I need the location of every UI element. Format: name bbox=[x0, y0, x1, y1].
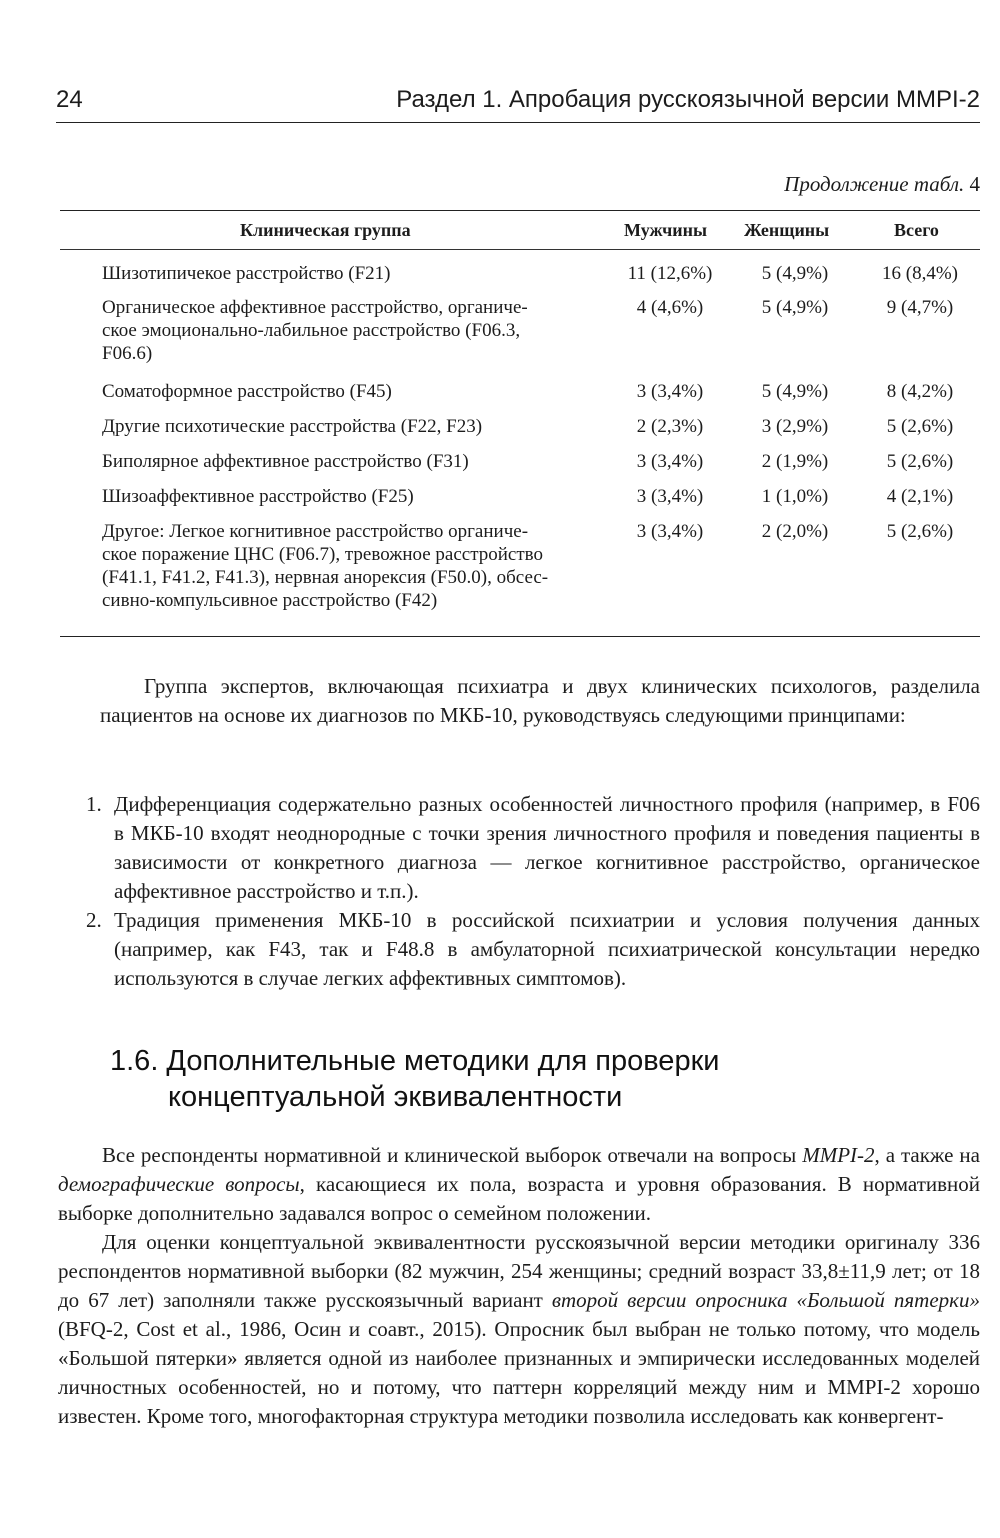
cell-women: 2 (2,0%) bbox=[761, 521, 829, 542]
cell-total: 8 (4,2%) bbox=[886, 381, 954, 402]
cell-women: 1 (1,0%) bbox=[761, 486, 829, 507]
text-run-italic: MMPI-2 bbox=[802, 1143, 875, 1167]
running-head bbox=[56, 82, 980, 123]
cell-women: 5 (4,9%) bbox=[761, 297, 829, 318]
table-row bbox=[60, 450, 980, 485]
table-caption-number: 4 bbox=[969, 172, 980, 196]
cell-text-line: Органическое аффективное расстройство, органиче- bbox=[102, 297, 528, 318]
table-body bbox=[60, 250, 980, 636]
table-header-row bbox=[60, 211, 980, 250]
text-run: , касающиеся их пола, возраста и уровня образования. В нормативной выборке дополнительно задавался вопрос о семейном положении. bbox=[58, 1172, 980, 1225]
text-run-italic: второй версии опросника «Большой пятерки» bbox=[551, 1288, 980, 1312]
cell-men: 3 (3,4%) bbox=[636, 381, 704, 402]
cell-men: 4 (4,6%) bbox=[636, 297, 704, 318]
table-caption-prefix: Продолжение табл. bbox=[784, 172, 965, 196]
table-row bbox=[60, 520, 980, 636]
cell-clinical-group bbox=[102, 485, 602, 508]
cell-clinical-group bbox=[102, 380, 602, 403]
header-women: Женщины bbox=[744, 220, 830, 240]
paragraph-equivalence bbox=[58, 1228, 980, 1431]
section-heading-line1: 1.6. Дополнительные методики для проверки bbox=[110, 1045, 720, 1077]
table-row bbox=[60, 485, 980, 520]
text-run: Для оценки концептуальной эквивалентности русскоязычной версии методики оригиналу 336 респондентов нормативной выборки (82 мужчин, 254 женщины; средний возраст 33,8±11,9 лет; от 18 до 67 лет) заполняли также русскоязычный вариант bbox=[58, 1230, 980, 1312]
list-item-text: Традиция применения МКБ-10 в российской психиатрии и условия получения данных (например, как F43, так и F48.8 в амбулаторной психиатрической консультации нередко используются в случае легких аффективных симптомов). bbox=[114, 908, 980, 990]
table-row bbox=[60, 415, 980, 450]
cell-women: 3 (2,9%) bbox=[761, 416, 829, 437]
cell-total: 5 (2,6%) bbox=[886, 451, 954, 472]
cell-total: 16 (8,4%) bbox=[882, 263, 958, 284]
intro-text: Группа экспертов, включающая психиатра и двух клинических психологов, разделила пациентов на основе их диагнозов по МКБ-10, руководствуясь следующими принципами: bbox=[100, 674, 980, 727]
cell-text-line: сивно-компульсивное расстройство (F42) bbox=[102, 590, 438, 611]
cell-text-line: ское поражение ЦНС (F06.7), тревожное расстройство bbox=[102, 544, 544, 565]
text-run: Все респонденты нормативной и клинической выборок отвечали на вопросы bbox=[102, 1143, 803, 1167]
cell-women: 5 (4,9%) bbox=[761, 381, 829, 402]
table-caption bbox=[784, 172, 980, 197]
cell-text-line: ское эмоционально-лабильное расстройство (F06.3, bbox=[102, 320, 521, 341]
cell-men: 2 (2,3%) bbox=[636, 416, 704, 437]
header-men: Мужчины bbox=[624, 220, 708, 240]
cell-men: 3 (3,4%) bbox=[636, 521, 704, 542]
cell-total: 4 (2,1%) bbox=[886, 486, 954, 507]
cell-clinical-group bbox=[102, 450, 602, 473]
list-marker: 2. bbox=[86, 908, 102, 932]
text-run: (BFQ-2, Cost et al., 1986, Осин и соавт., 2015). Опросник был выбран не только потому, что модель «Большой пятерки» является одной из наиболее признанных и эмпирически исследованных моделей личностных особенностей, но и потому, что паттерн корреляций между ним и MMPI-2 хорошо известен. Кроме того, многофакторная структура методики позволила исследовать как конвергент- bbox=[58, 1317, 980, 1428]
table-row bbox=[60, 250, 980, 296]
cell-text-line: Соматоформное расстройство (F45) bbox=[102, 381, 392, 402]
cell-women: 5 (4,9%) bbox=[761, 263, 829, 284]
cell-clinical-group bbox=[102, 520, 602, 612]
header-clinical-group: Клиническая группа bbox=[240, 220, 411, 240]
section-heading bbox=[110, 1043, 719, 1115]
header-total: Всего bbox=[894, 220, 939, 240]
cell-clinical-group bbox=[102, 415, 602, 438]
running-title: Раздел 1. Апробация русскоязычной версии MMPI-2 bbox=[396, 86, 980, 113]
cell-clinical-group bbox=[102, 296, 602, 365]
cell-text-line: Биполярное аффективное расстройство (F31) bbox=[102, 451, 469, 472]
table-row bbox=[60, 380, 980, 415]
text-run-italic: демографические вопросы bbox=[58, 1172, 300, 1196]
cell-women: 2 (1,9%) bbox=[761, 451, 829, 472]
cell-total: 5 (2,6%) bbox=[886, 521, 954, 542]
principles-list bbox=[86, 790, 980, 993]
cell-clinical-group bbox=[102, 262, 602, 285]
cell-men: 11 (12,6%) bbox=[627, 263, 713, 284]
text-run: , а также на bbox=[874, 1143, 980, 1167]
intro-paragraph bbox=[100, 672, 980, 730]
list-marker: 1. bbox=[86, 792, 102, 816]
section-heading-line2: концептуальной эквивалентности bbox=[168, 1081, 623, 1113]
cell-total: 9 (4,7%) bbox=[886, 297, 954, 318]
cell-text-line: Другое: Легкое когнитивное расстройство органиче- bbox=[102, 521, 529, 542]
cell-men: 3 (3,4%) bbox=[636, 451, 704, 472]
list-item bbox=[86, 790, 980, 906]
cell-text-line: Шизотипичекое расстройство (F21) bbox=[102, 263, 391, 284]
list-item-text: Дифференциация содержательно разных особенностей личностного профиля (например, в F06 в МКБ-10 входят неоднородные с точки зрения личностного профиля и поведения пациенты в зависимости от конкретного диагноза — легкое когнитивное расстройство, органическое аффективное расстройство и т.п.). bbox=[114, 792, 980, 903]
cell-men: 3 (3,4%) bbox=[636, 486, 704, 507]
cell-text-line: F06.6) bbox=[102, 343, 153, 364]
cell-text-line: (F41.1, F41.2, F41.3), нервная анорексия (F50.0), обсес- bbox=[102, 567, 549, 588]
cell-total: 5 (2,6%) bbox=[886, 416, 954, 437]
table-row bbox=[60, 296, 980, 380]
cell-text-line: Другие психотические расстройства (F22, F23) bbox=[102, 416, 483, 437]
diagnosis-table bbox=[60, 210, 980, 637]
cell-text-line: Шизоаффективное расстройство (F25) bbox=[102, 486, 414, 507]
page-number: 24 bbox=[56, 86, 83, 113]
paragraph-respondents bbox=[58, 1141, 980, 1228]
list-item bbox=[86, 906, 980, 993]
